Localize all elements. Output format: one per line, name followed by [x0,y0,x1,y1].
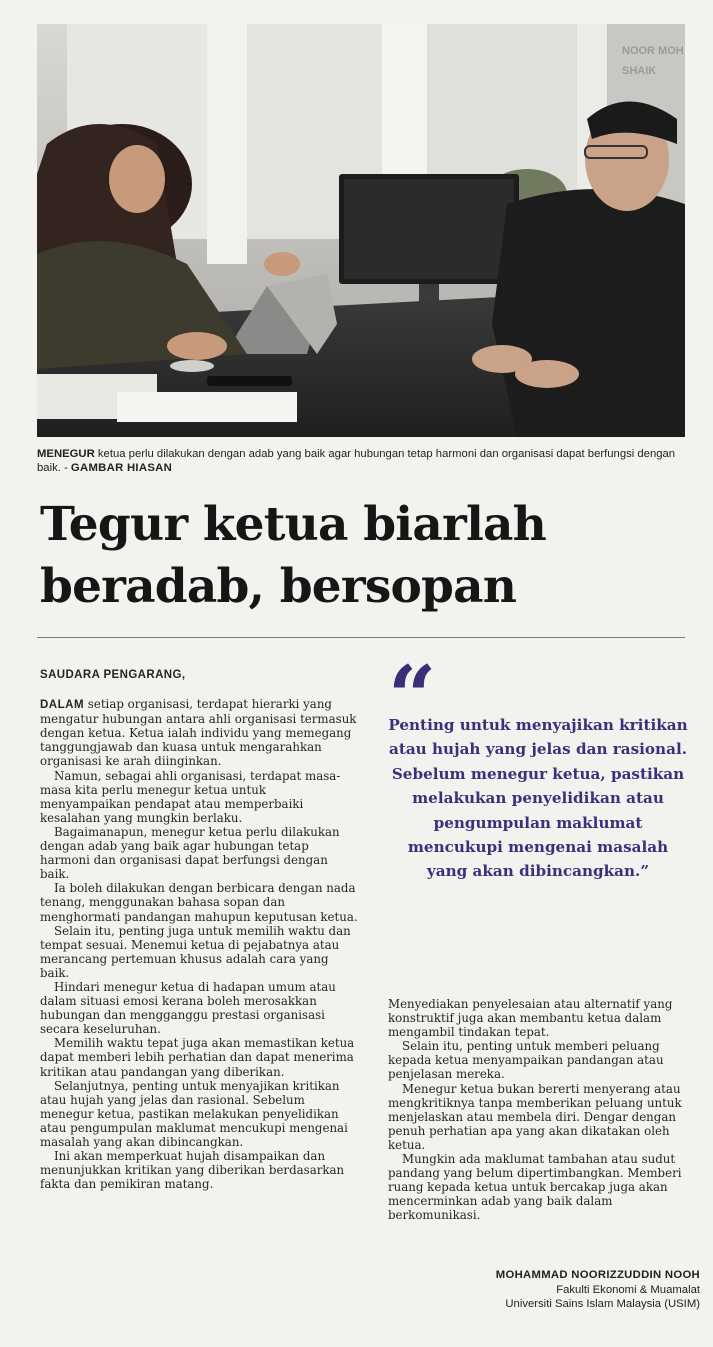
paragraph-7: Memilih waktu tepat juga akan memastikan ketua dapat memberi lebih perhatian dan dapat menerima kritikan atau pandangan yang diberikan. [40,1036,355,1079]
pull-quote [388,647,688,884]
author-university: Universiti Sains Islam Malaysia (USIM) [505,1298,700,1310]
paragraph-11: Selain itu, penting untuk memberi peluang kepada ketua menyampaikan pandangan atau penjelasan mereka. [388,1039,664,1082]
caption-credit: GAMBAR HIASAN [70,462,173,474]
paragraph-8: Selanjutnya, penting untuk menyajikan kritikan atau hujah yang jelas dan rasional. Sebelum menegur ketua, pastikan melakukan penyelidikan atau pengumpulan maklumat mencukupi mengenai masalah yang akan dibincangkan. [40,1078,348,1149]
article-photo [37,24,685,437]
caption-lead: MENEGUR [37,448,95,460]
headline-divider [37,637,685,638]
paragraph-13: Mungkin ada maklumat tambahan atau sudut pandang yang belum dipertimbangkan. Memberi ruang kepada ketua untuk bercakap juga akan mencerminkan adab yang baik dalam berkomunikasi. [388,1152,682,1223]
pull-quote-text: Penting untuk menyajikan kritikan atau hujah yang jelas dan rasional. Sebelum menegur ketua, pastikan melakukan penyelidikan atau pengumpulan maklumat mencukupi mengenai masalah yang akan dibincangkan.” [388,716,688,881]
headline-line-2: beradab, bersopan [40,559,517,614]
lead-word: DALAM [40,699,85,712]
caption-body: ketua perlu dilakukan dengan adab yang baik agar hubungan tetap harmoni dan organisasi dapat berfungsi dengan baik. - [37,448,676,474]
author-faculty: Fakulti Ekonomi & Muamalat [556,1283,700,1296]
quote-mark-icon: “ [388,647,437,746]
paragraph-5: Selain itu, penting juga untuk memilih waktu dan tempat sesuai. Menemui ketua di pejabatnya atau merancang pertemuan khusus adalah cara yang baik. [40,923,351,980]
headline-line-1: Tegur ketua biarlah [40,497,547,552]
author-name: MOHAMMAD NOORIZZUDDIN NOOH [495,1269,700,1281]
letter-right-column [388,997,688,1223]
letter-left-column [40,668,358,1191]
paragraph-1-text: setiap organisasi, terdapat hierarki yang mengatur hubungan antara ahli organisasi termasuk dengan ketua. Ketua ialah individu yang memegang tanggungjawab dan kuasa untuk mengarahkan organisasi ke arah diinginkan. [40,697,357,769]
paragraph-1 [40,697,358,768]
svg-text:SHAIK: SHAIK [622,65,657,77]
paragraph-9: Ini akan memperkuat hujah disampaikan dan menunjukkan kritikan yang diberikan berdasarkan fakta dan pemikiran matang. [40,1149,345,1192]
photo-caption [37,447,685,475]
author-byline [400,1268,700,1312]
headline [40,494,680,618]
paragraph-6: Hindari menegur ketua di hadapan umum atau dalam situasi emosi kerana boleh merosakkan hubungan dan mengganggu prestasi organisasi secara keseluruhan. [40,979,336,1037]
paragraph-10: Menyediakan penyelesaian atau alternatif yang konstruktif juga akan membantu ketua dalam mengambil tindakan tepat. [388,997,673,1040]
paragraph-4: Ia boleh dilakukan dengan berbicara dengan nada tenang, menggunakan bahasa sopan dan menghormati pandangan mahupun keputusan ketua. [40,881,358,924]
paragraph-12: Menegur ketua bukan bererti menyerang atau mengkritiknya tanpa memberikan peluang untuk menjelaskan atau membela diri. Dengar dengan penuh perhatian apa yang akan dikatakan oleh ketua. [388,1081,682,1152]
svg-text:NOOR MOH: NOOR MOH [622,45,684,57]
paragraph-3: Bagaimanapun, menegur ketua perlu dilakukan dengan adab yang baik agar hubungan tetap harmoni dan organisasi dapat berfungsi dengan baik. [40,824,340,882]
paragraph-2: Namun, sebagai ahli organisasi, terdapat masa-masa kita perlu menegur ketua untuk menyampaikan pendapat atau memperbaiki kesalahan yang mungkin berlaku. [40,768,341,825]
salutation: SAUDARA PENGARANG, [40,669,186,681]
office-scene-illustration [37,24,685,437]
